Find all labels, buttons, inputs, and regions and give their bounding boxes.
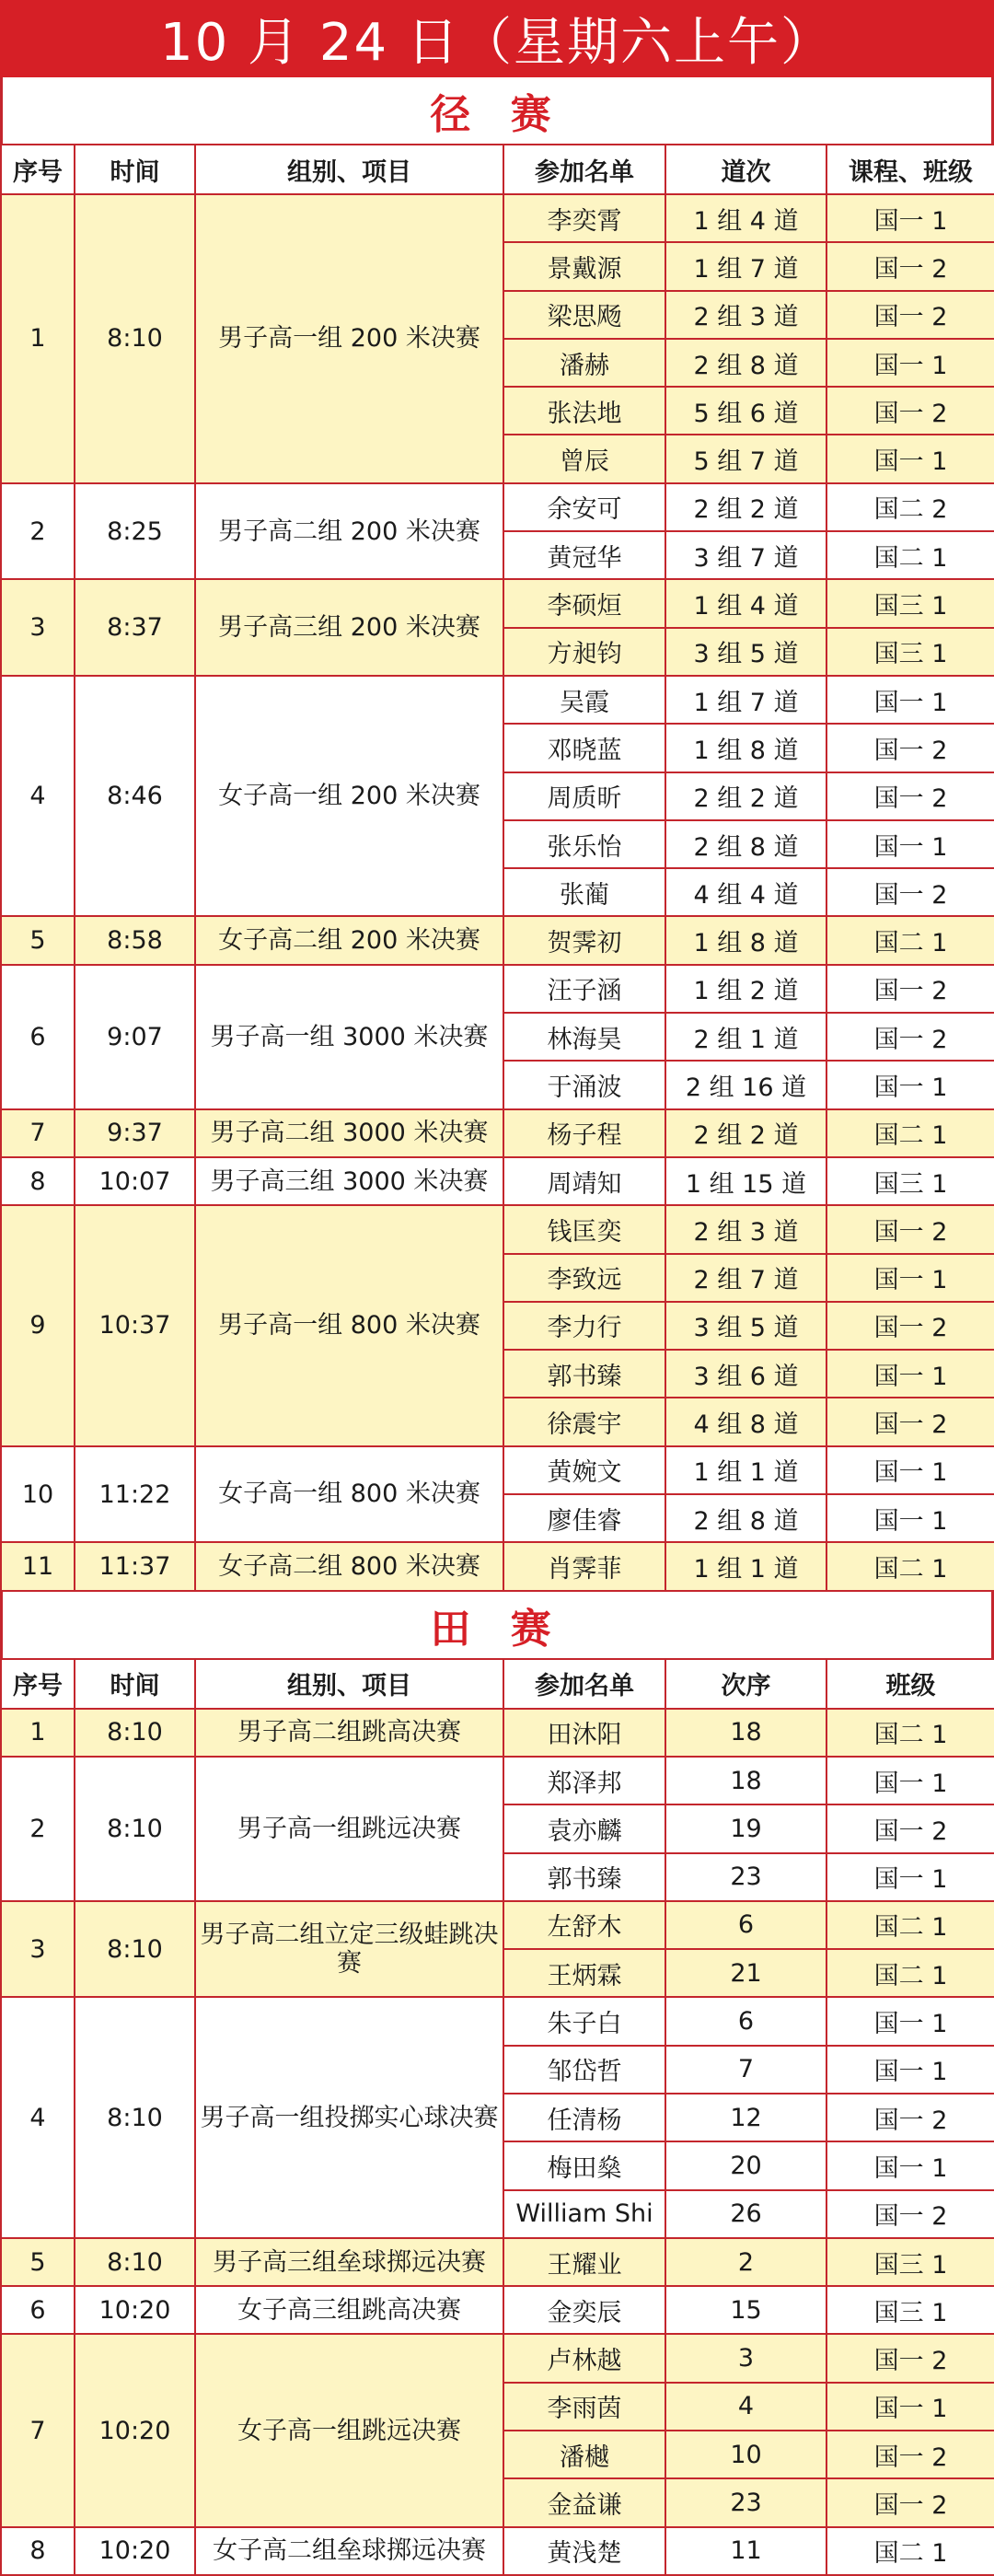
participant-slot: 10 bbox=[665, 2431, 826, 2478]
event-time: 8:10 bbox=[75, 1709, 195, 1757]
event-name: 男子高三组垒球掷远决赛 bbox=[195, 2238, 503, 2286]
participant-name: 郭书臻 bbox=[503, 1350, 665, 1398]
participant-class: 国一 2 bbox=[826, 1205, 994, 1253]
participant-class: 国一 2 bbox=[826, 868, 994, 916]
participant-slot: 1 组 8 道 bbox=[665, 724, 826, 772]
participant-class: 国一 1 bbox=[826, 1853, 994, 1901]
participant-slot: 6 bbox=[665, 1901, 826, 1949]
event-time: 8:37 bbox=[75, 579, 195, 676]
table-row bbox=[1, 1205, 994, 1253]
participant-class: 国三 1 bbox=[826, 2238, 994, 2286]
participant-class: 国三 1 bbox=[826, 1157, 994, 1205]
participant-name: 王炳霖 bbox=[503, 1949, 665, 1997]
participant-slot: 1 组 4 道 bbox=[665, 194, 826, 242]
event-time: 10:20 bbox=[75, 2286, 195, 2334]
participant-slot: 7 bbox=[665, 2046, 826, 2094]
header-order: 次序 bbox=[665, 1659, 826, 1709]
participant-class: 国一 1 bbox=[826, 2383, 994, 2431]
participant-slot: 6 bbox=[665, 1997, 826, 2045]
field-header-row bbox=[1, 1659, 994, 1709]
participant-name: 景戴源 bbox=[503, 242, 665, 290]
participant-class: 国一 1 bbox=[826, 1061, 994, 1108]
track-header-row bbox=[1, 145, 994, 194]
participant-slot: 20 bbox=[665, 2141, 826, 2189]
event-name: 男子高二组立定三级蛙跳决赛 bbox=[195, 1901, 503, 1998]
participant-slot: 1 组 7 道 bbox=[665, 676, 826, 724]
participant-class: 国一 1 bbox=[826, 339, 994, 387]
event-name: 男子高一组 3000 米决赛 bbox=[195, 965, 503, 1109]
header-class: 课程、班级 bbox=[826, 145, 994, 194]
participant-name: 郑泽邦 bbox=[503, 1757, 665, 1804]
participant-name: 任清杨 bbox=[503, 2094, 665, 2141]
event-name: 女子高三组跳高决赛 bbox=[195, 2286, 503, 2334]
event-time: 8:10 bbox=[75, 1757, 195, 1901]
participant-class: 国二 1 bbox=[826, 2527, 994, 2575]
table-row bbox=[1, 1109, 994, 1157]
participant-name: 张乐怡 bbox=[503, 820, 665, 868]
participant-slot: 3 组 5 道 bbox=[665, 628, 826, 676]
participant-name: 金益谦 bbox=[503, 2478, 665, 2526]
participant-name: 王耀业 bbox=[503, 2238, 665, 2286]
event-name: 女子高一组 800 米决赛 bbox=[195, 1446, 503, 1543]
participant-name: 张法地 bbox=[503, 387, 665, 435]
participant-slot: 23 bbox=[665, 2478, 826, 2526]
participant-class: 国一 1 bbox=[826, 1350, 994, 1398]
participant-class: 国二 1 bbox=[826, 1901, 994, 1949]
participant-class: 国二 1 bbox=[826, 1949, 994, 1997]
event-time: 8:58 bbox=[75, 916, 195, 964]
participant-class: 国一 2 bbox=[826, 1398, 994, 1445]
event-time: 9:07 bbox=[75, 965, 195, 1109]
participant-slot: 2 组 8 道 bbox=[665, 820, 826, 868]
event-number: 5 bbox=[1, 2238, 75, 2286]
field-section-title: 田 赛 bbox=[0, 1592, 994, 1658]
participant-name: 徐震宇 bbox=[503, 1398, 665, 1445]
header-class: 班级 bbox=[826, 1659, 994, 1709]
participant-name: 吴霞 bbox=[503, 676, 665, 724]
participant-name: William Shi bbox=[503, 2190, 665, 2238]
participant-class: 国一 2 bbox=[826, 772, 994, 820]
event-number: 3 bbox=[1, 1901, 75, 1998]
event-name: 男子高一组 200 米决赛 bbox=[195, 194, 503, 483]
participant-name: 汪子涵 bbox=[503, 965, 665, 1013]
participant-name: 方昶钧 bbox=[503, 628, 665, 676]
participant-slot: 1 组 7 道 bbox=[665, 242, 826, 290]
event-name: 男子高二组 3000 米决赛 bbox=[195, 1109, 503, 1157]
participant-class: 国一 1 bbox=[826, 676, 994, 724]
participant-slot: 5 组 7 道 bbox=[665, 435, 826, 482]
table-row bbox=[1, 1446, 994, 1494]
participant-name: 左舒木 bbox=[503, 1901, 665, 1949]
participant-name: 郭书臻 bbox=[503, 1853, 665, 1901]
participant-class: 国一 1 bbox=[826, 1757, 994, 1804]
event-number: 2 bbox=[1, 1757, 75, 1901]
table-row bbox=[1, 1157, 994, 1205]
participant-class: 国一 2 bbox=[826, 387, 994, 435]
participant-slot: 1 组 8 道 bbox=[665, 916, 826, 964]
participant-class: 国一 1 bbox=[826, 435, 994, 482]
event-time: 8:10 bbox=[75, 194, 195, 483]
event-number: 1 bbox=[1, 194, 75, 483]
event-name: 女子高一组 200 米决赛 bbox=[195, 676, 503, 916]
participant-name: 黄冠华 bbox=[503, 531, 665, 579]
event-time: 8:46 bbox=[75, 676, 195, 916]
event-time: 10:20 bbox=[75, 2334, 195, 2526]
participant-name: 李硕烜 bbox=[503, 579, 665, 627]
participant-class: 国一 2 bbox=[826, 242, 994, 290]
participant-slot: 2 组 7 道 bbox=[665, 1254, 826, 1302]
event-number: 11 bbox=[1, 1542, 75, 1590]
participant-name: 周质昕 bbox=[503, 772, 665, 820]
participant-name: 周靖知 bbox=[503, 1157, 665, 1205]
participant-name: 卢林越 bbox=[503, 2334, 665, 2382]
participant-name: 林海昊 bbox=[503, 1013, 665, 1061]
participant-class: 国一 1 bbox=[826, 2046, 994, 2094]
participant-class: 国三 1 bbox=[826, 628, 994, 676]
table-row bbox=[1, 483, 994, 531]
participant-name: 黄婉文 bbox=[503, 1446, 665, 1494]
participant-name: 廖佳睿 bbox=[503, 1494, 665, 1542]
participant-slot: 1 组 1 道 bbox=[665, 1542, 826, 1590]
participant-slot: 26 bbox=[665, 2190, 826, 2238]
participant-slot: 3 组 5 道 bbox=[665, 1302, 826, 1350]
event-time: 8:10 bbox=[75, 1901, 195, 1998]
event-number: 3 bbox=[1, 579, 75, 676]
participant-class: 国一 2 bbox=[826, 1804, 994, 1852]
participant-name: 金奕辰 bbox=[503, 2286, 665, 2334]
event-name: 男子高三组 3000 米决赛 bbox=[195, 1157, 503, 1205]
participant-class: 国一 2 bbox=[826, 2431, 994, 2478]
participant-class: 国一 2 bbox=[826, 2094, 994, 2141]
participant-class: 国一 2 bbox=[826, 965, 994, 1013]
track-table bbox=[0, 144, 994, 1592]
participant-slot: 1 组 4 道 bbox=[665, 579, 826, 627]
event-time: 10:20 bbox=[75, 2527, 195, 2575]
event-number: 4 bbox=[1, 676, 75, 916]
header-event: 组别、项目 bbox=[195, 145, 503, 194]
participant-class: 国二 1 bbox=[826, 1709, 994, 1757]
participant-class: 国一 1 bbox=[826, 194, 994, 242]
event-number: 1 bbox=[1, 1709, 75, 1757]
participant-name: 袁亦麟 bbox=[503, 1804, 665, 1852]
participant-name: 李致远 bbox=[503, 1254, 665, 1302]
participant-name: 潘樾 bbox=[503, 2431, 665, 2478]
participant-slot: 2 组 3 道 bbox=[665, 1205, 826, 1253]
table-row bbox=[1, 1997, 994, 2045]
participant-class: 国一 2 bbox=[826, 291, 994, 339]
table-row bbox=[1, 1901, 994, 1949]
participant-name: 贺霁初 bbox=[503, 916, 665, 964]
field-table bbox=[0, 1658, 994, 2576]
page-title: 10 月 24 日（星期六上午） bbox=[0, 0, 994, 77]
event-time: 8:10 bbox=[75, 2238, 195, 2286]
participant-name: 李奕霄 bbox=[503, 194, 665, 242]
participant-class: 国二 1 bbox=[826, 916, 994, 964]
participant-slot: 2 组 2 道 bbox=[665, 483, 826, 531]
event-time: 10:07 bbox=[75, 1157, 195, 1205]
table-row bbox=[1, 1709, 994, 1757]
participant-slot: 4 组 4 道 bbox=[665, 868, 826, 916]
participant-class: 国一 1 bbox=[826, 1494, 994, 1542]
participant-name: 杨子程 bbox=[503, 1109, 665, 1157]
participant-name: 梁思飏 bbox=[503, 291, 665, 339]
participant-name: 黄浅楚 bbox=[503, 2527, 665, 2575]
participant-name: 潘赫 bbox=[503, 339, 665, 387]
event-name: 女子高一组跳远决赛 bbox=[195, 2334, 503, 2526]
participant-slot: 12 bbox=[665, 2094, 826, 2141]
event-number: 8 bbox=[1, 1157, 75, 1205]
participant-class: 国三 1 bbox=[826, 2286, 994, 2334]
header-event: 组别、项目 bbox=[195, 1659, 503, 1709]
track-section-title: 径 赛 bbox=[0, 77, 994, 144]
participant-name: 李雨茵 bbox=[503, 2383, 665, 2431]
event-time: 11:37 bbox=[75, 1542, 195, 1590]
participant-slot: 3 bbox=[665, 2334, 826, 2382]
participant-slot: 1 组 1 道 bbox=[665, 1446, 826, 1494]
participant-name: 李力行 bbox=[503, 1302, 665, 1350]
table-row bbox=[1, 579, 994, 627]
event-time: 8:25 bbox=[75, 483, 195, 580]
participant-slot: 4 bbox=[665, 2383, 826, 2431]
event-name: 男子高一组 800 米决赛 bbox=[195, 1205, 503, 1445]
participant-slot: 3 组 7 道 bbox=[665, 531, 826, 579]
event-name: 男子高一组跳远决赛 bbox=[195, 1757, 503, 1901]
field-table-body bbox=[1, 1709, 994, 2575]
participant-slot: 11 bbox=[665, 2527, 826, 2575]
participant-slot: 2 组 3 道 bbox=[665, 291, 826, 339]
participant-slot: 18 bbox=[665, 1757, 826, 1804]
table-row bbox=[1, 676, 994, 724]
header-no: 序号 bbox=[1, 1659, 75, 1709]
event-number: 4 bbox=[1, 1997, 75, 2237]
participant-class: 国一 2 bbox=[826, 724, 994, 772]
participant-slot: 1 组 15 道 bbox=[665, 1157, 826, 1205]
participant-class: 国二 1 bbox=[826, 1542, 994, 1590]
participant-class: 国一 1 bbox=[826, 820, 994, 868]
event-name: 女子高二组垒球掷远决赛 bbox=[195, 2527, 503, 2575]
event-name: 男子高三组 200 米决赛 bbox=[195, 579, 503, 676]
event-name: 男子高一组投掷实心球决赛 bbox=[195, 1997, 503, 2237]
participant-slot: 2 bbox=[665, 2238, 826, 2286]
participant-name: 肖霁菲 bbox=[503, 1542, 665, 1590]
participant-name: 曾辰 bbox=[503, 435, 665, 482]
participant-slot: 21 bbox=[665, 1949, 826, 1997]
participant-slot: 3 组 6 道 bbox=[665, 1350, 826, 1398]
participant-class: 国二 1 bbox=[826, 1109, 994, 1157]
event-number: 5 bbox=[1, 916, 75, 964]
participant-class: 国一 1 bbox=[826, 1254, 994, 1302]
participant-class: 国一 1 bbox=[826, 1446, 994, 1494]
participant-slot: 1 组 2 道 bbox=[665, 965, 826, 1013]
event-name: 男子高二组 200 米决赛 bbox=[195, 483, 503, 580]
participant-name: 张蔺 bbox=[503, 868, 665, 916]
participant-slot: 2 组 1 道 bbox=[665, 1013, 826, 1061]
event-number: 6 bbox=[1, 2286, 75, 2334]
participant-name: 钱匡奕 bbox=[503, 1205, 665, 1253]
participant-slot: 2 组 8 道 bbox=[665, 1494, 826, 1542]
participant-class: 国二 1 bbox=[826, 531, 994, 579]
header-participants: 参加名单 bbox=[503, 1659, 665, 1709]
table-row bbox=[1, 1757, 994, 1804]
event-name: 女子高二组 200 米决赛 bbox=[195, 916, 503, 964]
table-row bbox=[1, 2238, 994, 2286]
participant-name: 梅田燊 bbox=[503, 2141, 665, 2189]
participant-slot: 2 组 2 道 bbox=[665, 1109, 826, 1157]
table-row bbox=[1, 2334, 994, 2382]
participant-name: 于涌波 bbox=[503, 1061, 665, 1108]
event-number: 7 bbox=[1, 1109, 75, 1157]
participant-class: 国二 2 bbox=[826, 483, 994, 531]
participant-class: 国一 2 bbox=[826, 2334, 994, 2382]
participant-class: 国一 1 bbox=[826, 2141, 994, 2189]
header-lane: 道次 bbox=[665, 145, 826, 194]
event-time: 11:22 bbox=[75, 1446, 195, 1543]
event-number: 8 bbox=[1, 2527, 75, 2575]
event-name: 男子高二组跳高决赛 bbox=[195, 1709, 503, 1757]
event-name: 女子高二组 800 米决赛 bbox=[195, 1542, 503, 1590]
event-time: 10:37 bbox=[75, 1205, 195, 1445]
participant-class: 国一 2 bbox=[826, 1013, 994, 1061]
table-row bbox=[1, 1542, 994, 1590]
participant-name: 余安可 bbox=[503, 483, 665, 531]
participant-name: 邓晓蓝 bbox=[503, 724, 665, 772]
participant-class: 国一 2 bbox=[826, 2190, 994, 2238]
participant-slot: 19 bbox=[665, 1804, 826, 1852]
track-table-body bbox=[1, 194, 994, 1591]
participant-slot: 4 组 8 道 bbox=[665, 1398, 826, 1445]
header-time: 时间 bbox=[75, 1659, 195, 1709]
table-row bbox=[1, 2527, 994, 2575]
header-time: 时间 bbox=[75, 145, 195, 194]
participant-slot: 2 组 2 道 bbox=[665, 772, 826, 820]
participant-slot: 5 组 6 道 bbox=[665, 387, 826, 435]
event-time: 9:37 bbox=[75, 1109, 195, 1157]
participant-slot: 18 bbox=[665, 1709, 826, 1757]
participant-class: 国一 2 bbox=[826, 2478, 994, 2526]
event-number: 10 bbox=[1, 1446, 75, 1543]
event-number: 9 bbox=[1, 1205, 75, 1445]
participant-class: 国一 1 bbox=[826, 1997, 994, 2045]
participant-name: 田沐阳 bbox=[503, 1709, 665, 1757]
table-row bbox=[1, 965, 994, 1013]
event-number: 2 bbox=[1, 483, 75, 580]
participant-slot: 2 组 16 道 bbox=[665, 1061, 826, 1108]
participant-slot: 15 bbox=[665, 2286, 826, 2334]
table-row bbox=[1, 916, 994, 964]
participant-class: 国一 2 bbox=[826, 1302, 994, 1350]
event-number: 6 bbox=[1, 965, 75, 1109]
event-number: 7 bbox=[1, 2334, 75, 2526]
table-row bbox=[1, 2286, 994, 2334]
participant-slot: 23 bbox=[665, 1853, 826, 1901]
header-no: 序号 bbox=[1, 145, 75, 194]
participant-class: 国三 1 bbox=[826, 579, 994, 627]
event-time: 8:10 bbox=[75, 1997, 195, 2237]
table-row bbox=[1, 194, 994, 242]
participant-name: 邹岱哲 bbox=[503, 2046, 665, 2094]
header-participants: 参加名单 bbox=[503, 145, 665, 194]
participant-name: 朱子白 bbox=[503, 1997, 665, 2045]
participant-slot: 2 组 8 道 bbox=[665, 339, 826, 387]
